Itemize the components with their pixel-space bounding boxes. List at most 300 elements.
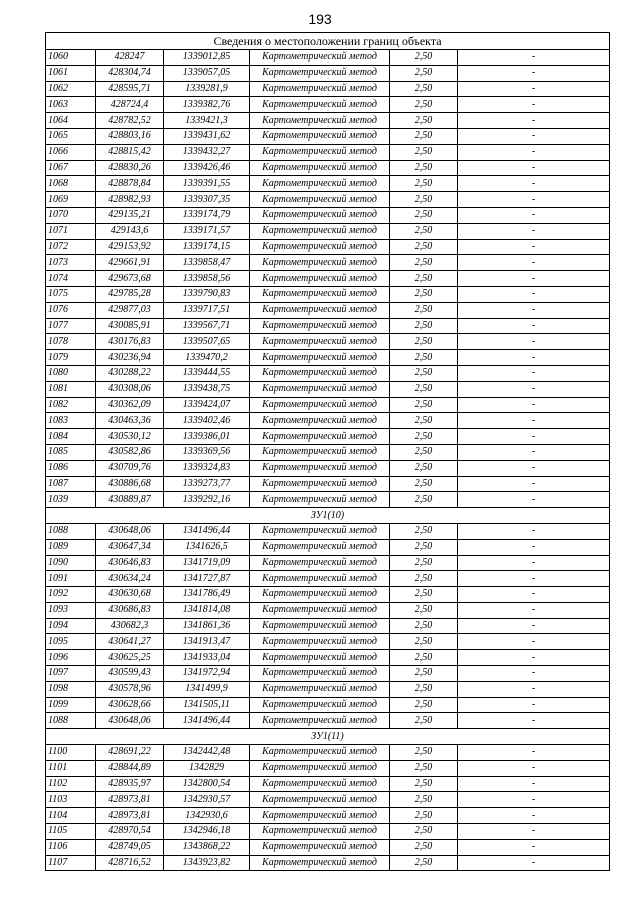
x-coordinate-cell: 428982,93 <box>96 192 164 208</box>
y-coordinate-cell: 1341972,94 <box>164 666 250 682</box>
y-coordinate-cell: 1339012,85 <box>164 50 250 66</box>
accuracy-cell: 2,50 <box>390 239 458 255</box>
x-coordinate-cell: 430646,83 <box>96 555 164 571</box>
y-coordinate-cell: 1341786,49 <box>164 587 250 603</box>
table-row <box>46 713 610 729</box>
x-coordinate-cell: 428878,84 <box>96 176 164 192</box>
x-coordinate-cell: 430308,06 <box>96 381 164 397</box>
point-number-cell: 1088 <box>46 523 96 539</box>
table-row <box>46 207 610 223</box>
method-cell: Картометрический метод <box>250 555 390 571</box>
accuracy-cell: 2,50 <box>390 176 458 192</box>
accuracy-cell: 2,50 <box>390 681 458 697</box>
method-cell: Картометрический метод <box>250 824 390 840</box>
accuracy-cell: 2,50 <box>390 334 458 350</box>
x-coordinate-cell: 430085,91 <box>96 318 164 334</box>
note-cell: - <box>458 50 610 66</box>
x-coordinate-cell: 428247 <box>96 50 164 66</box>
point-number-cell: 1082 <box>46 397 96 413</box>
point-number-cell: 1070 <box>46 207 96 223</box>
y-coordinate-cell: 1341505,11 <box>164 697 250 713</box>
table-row <box>46 602 610 618</box>
accuracy-cell: 2,50 <box>390 634 458 650</box>
table-row <box>46 776 610 792</box>
note-cell: - <box>458 81 610 97</box>
x-coordinate-cell: 428970,54 <box>96 824 164 840</box>
point-number-cell: 1088 <box>46 713 96 729</box>
note-cell: - <box>458 555 610 571</box>
x-coordinate-cell: 428973,81 <box>96 792 164 808</box>
table-row <box>46 555 610 571</box>
method-cell: Картометрический метод <box>250 602 390 618</box>
method-cell: Картометрический метод <box>250 618 390 634</box>
x-coordinate-cell: 429153,92 <box>96 239 164 255</box>
note-cell: - <box>458 65 610 81</box>
accuracy-cell: 2,50 <box>390 476 458 492</box>
accuracy-cell: 2,50 <box>390 444 458 460</box>
note-cell: - <box>458 302 610 318</box>
y-coordinate-cell: 1339444,55 <box>164 365 250 381</box>
accuracy-cell: 2,50 <box>390 713 458 729</box>
accuracy-cell: 2,50 <box>390 602 458 618</box>
group-header-row <box>46 729 610 745</box>
accuracy-cell: 2,50 <box>390 839 458 855</box>
x-coordinate-cell: 428830,26 <box>96 160 164 176</box>
x-coordinate-cell: 428691,22 <box>96 745 164 761</box>
point-number-cell: 1039 <box>46 492 96 508</box>
table-title-row <box>46 33 610 50</box>
note-cell: - <box>458 176 610 192</box>
accuracy-cell: 2,50 <box>390 492 458 508</box>
y-coordinate-cell: 1341719,09 <box>164 555 250 571</box>
accuracy-cell: 2,50 <box>390 824 458 840</box>
note-cell: - <box>458 334 610 350</box>
accuracy-cell: 2,50 <box>390 271 458 287</box>
x-coordinate-cell: 428973,81 <box>96 808 164 824</box>
x-coordinate-cell: 430362,09 <box>96 397 164 413</box>
accuracy-cell: 2,50 <box>390 255 458 271</box>
x-coordinate-cell: 430288,22 <box>96 365 164 381</box>
accuracy-cell: 2,50 <box>390 113 458 129</box>
y-coordinate-cell: 1342930,6 <box>164 808 250 824</box>
table-row <box>46 302 610 318</box>
method-cell: Картометрический метод <box>250 350 390 366</box>
note-cell: - <box>458 539 610 555</box>
note-cell: - <box>458 476 610 492</box>
x-coordinate-cell: 430682,3 <box>96 618 164 634</box>
y-coordinate-cell: 1339470,2 <box>164 350 250 366</box>
method-cell: Картометрический метод <box>250 539 390 555</box>
x-coordinate-cell: 430886,68 <box>96 476 164 492</box>
table-row <box>46 523 610 539</box>
method-cell: Картометрический метод <box>250 334 390 350</box>
table-row <box>46 634 610 650</box>
table-row <box>46 824 610 840</box>
method-cell: Картометрический метод <box>250 634 390 650</box>
table-row <box>46 97 610 113</box>
point-number-cell: 1062 <box>46 81 96 97</box>
method-cell: Картометрический метод <box>250 713 390 729</box>
accuracy-cell: 2,50 <box>390 207 458 223</box>
table-row <box>46 460 610 476</box>
table-row <box>46 81 610 97</box>
table-title: Сведения о местоположении границ объекта <box>46 33 610 50</box>
x-coordinate-cell: 429877,03 <box>96 302 164 318</box>
note-cell: - <box>458 492 610 508</box>
point-number-cell: 1065 <box>46 128 96 144</box>
method-cell: Картометрический метод <box>250 429 390 445</box>
accuracy-cell: 2,50 <box>390 365 458 381</box>
method-cell: Картометрический метод <box>250 381 390 397</box>
x-coordinate-cell: 429785,28 <box>96 286 164 302</box>
table-row <box>46 239 610 255</box>
note-cell: - <box>458 855 610 871</box>
method-cell: Картометрический метод <box>250 207 390 223</box>
y-coordinate-cell: 1339507,65 <box>164 334 250 350</box>
method-cell: Картометрический метод <box>250 128 390 144</box>
group-label: ЗУ1(11) <box>46 729 610 745</box>
point-number-cell: 1085 <box>46 444 96 460</box>
point-number-cell: 1069 <box>46 192 96 208</box>
y-coordinate-cell: 1339386,01 <box>164 429 250 445</box>
method-cell: Картометрический метод <box>250 255 390 271</box>
x-coordinate-cell: 430648,06 <box>96 523 164 539</box>
point-number-cell: 1090 <box>46 555 96 571</box>
note-cell: - <box>458 160 610 176</box>
method-cell: Картометрический метод <box>250 523 390 539</box>
note-cell: - <box>458 650 610 666</box>
method-cell: Картометрический метод <box>250 365 390 381</box>
point-number-cell: 1096 <box>46 650 96 666</box>
table-row <box>46 144 610 160</box>
method-cell: Картометрический метод <box>250 160 390 176</box>
x-coordinate-cell: 428815,42 <box>96 144 164 160</box>
note-cell: - <box>458 381 610 397</box>
accuracy-cell: 2,50 <box>390 587 458 603</box>
table-row <box>46 855 610 871</box>
method-cell: Картометрический метод <box>250 286 390 302</box>
x-coordinate-cell: 430625,25 <box>96 650 164 666</box>
table-row <box>46 50 610 66</box>
method-cell: Картометрический метод <box>250 492 390 508</box>
x-coordinate-cell: 428782,52 <box>96 113 164 129</box>
table-row <box>46 587 610 603</box>
note-cell: - <box>458 523 610 539</box>
point-number-cell: 1060 <box>46 50 96 66</box>
method-cell: Картометрический метод <box>250 587 390 603</box>
note-cell: - <box>458 587 610 603</box>
x-coordinate-cell: 428724,4 <box>96 97 164 113</box>
table-row <box>46 666 610 682</box>
accuracy-cell: 2,50 <box>390 555 458 571</box>
accuracy-cell: 2,50 <box>390 697 458 713</box>
accuracy-cell: 2,50 <box>390 460 458 476</box>
note-cell: - <box>458 255 610 271</box>
x-coordinate-cell: 430647,34 <box>96 539 164 555</box>
table-row <box>46 650 610 666</box>
x-coordinate-cell: 430648,06 <box>96 713 164 729</box>
accuracy-cell: 2,50 <box>390 745 458 761</box>
y-coordinate-cell: 1339858,56 <box>164 271 250 287</box>
method-cell: Картометрический метод <box>250 65 390 81</box>
accuracy-cell: 2,50 <box>390 286 458 302</box>
accuracy-cell: 2,50 <box>390 381 458 397</box>
x-coordinate-cell: 429135,21 <box>96 207 164 223</box>
y-coordinate-cell: 1339369,56 <box>164 444 250 460</box>
y-coordinate-cell: 1339431,62 <box>164 128 250 144</box>
x-coordinate-cell: 430578,96 <box>96 681 164 697</box>
y-coordinate-cell: 1339790,83 <box>164 286 250 302</box>
table-row <box>46 113 610 129</box>
note-cell: - <box>458 444 610 460</box>
y-coordinate-cell: 1342442,48 <box>164 745 250 761</box>
table-row <box>46 176 610 192</box>
point-number-cell: 1104 <box>46 808 96 824</box>
accuracy-cell: 2,50 <box>390 128 458 144</box>
point-number-cell: 1103 <box>46 792 96 808</box>
y-coordinate-cell: 1339402,46 <box>164 413 250 429</box>
x-coordinate-cell: 430709,76 <box>96 460 164 476</box>
table-row <box>46 192 610 208</box>
method-cell: Картометрический метод <box>250 760 390 776</box>
x-coordinate-cell: 430630,68 <box>96 587 164 603</box>
point-number-cell: 1094 <box>46 618 96 634</box>
accuracy-cell: 2,50 <box>390 808 458 824</box>
method-cell: Картометрический метод <box>250 460 390 476</box>
method-cell: Картометрический метод <box>250 176 390 192</box>
x-coordinate-cell: 430463,36 <box>96 413 164 429</box>
point-number-cell: 1095 <box>46 634 96 650</box>
y-coordinate-cell: 1339174,15 <box>164 239 250 255</box>
y-coordinate-cell: 1339057,05 <box>164 65 250 81</box>
accuracy-cell: 2,50 <box>390 792 458 808</box>
y-coordinate-cell: 1339324,83 <box>164 460 250 476</box>
note-cell: - <box>458 602 610 618</box>
accuracy-cell: 2,50 <box>390 397 458 413</box>
note-cell: - <box>458 97 610 113</box>
point-number-cell: 1099 <box>46 697 96 713</box>
table-row <box>46 444 610 460</box>
method-cell: Картометрический метод <box>250 413 390 429</box>
point-number-cell: 1073 <box>46 255 96 271</box>
y-coordinate-cell: 1339858,47 <box>164 255 250 271</box>
accuracy-cell: 2,50 <box>390 413 458 429</box>
y-coordinate-cell: 1341861,36 <box>164 618 250 634</box>
point-number-cell: 1097 <box>46 666 96 682</box>
accuracy-cell: 2,50 <box>390 81 458 97</box>
x-coordinate-cell: 430530,12 <box>96 429 164 445</box>
point-number-cell: 1077 <box>46 318 96 334</box>
x-coordinate-cell: 428304,74 <box>96 65 164 81</box>
note-cell: - <box>458 792 610 808</box>
point-number-cell: 1061 <box>46 65 96 81</box>
method-cell: Картометрический метод <box>250 681 390 697</box>
accuracy-cell: 2,50 <box>390 776 458 792</box>
point-number-cell: 1086 <box>46 460 96 476</box>
accuracy-cell: 2,50 <box>390 666 458 682</box>
y-coordinate-cell: 1339424,07 <box>164 397 250 413</box>
y-coordinate-cell: 1343868,22 <box>164 839 250 855</box>
y-coordinate-cell: 1339717,51 <box>164 302 250 318</box>
y-coordinate-cell: 1342829 <box>164 760 250 776</box>
method-cell: Картометрический метод <box>250 444 390 460</box>
note-cell: - <box>458 460 610 476</box>
point-number-cell: 1089 <box>46 539 96 555</box>
group-label: ЗУ1(10) <box>46 508 610 524</box>
y-coordinate-cell: 1341626,5 <box>164 539 250 555</box>
y-coordinate-cell: 1343923,82 <box>164 855 250 871</box>
method-cell: Картометрический метод <box>250 808 390 824</box>
point-number-cell: 1066 <box>46 144 96 160</box>
method-cell: Картометрический метод <box>250 271 390 287</box>
y-coordinate-cell: 1342946,18 <box>164 824 250 840</box>
y-coordinate-cell: 1342930,57 <box>164 792 250 808</box>
accuracy-cell: 2,50 <box>390 350 458 366</box>
point-number-cell: 1092 <box>46 587 96 603</box>
x-coordinate-cell: 429143,6 <box>96 223 164 239</box>
table-row <box>46 223 610 239</box>
y-coordinate-cell: 1339567,71 <box>164 318 250 334</box>
group-header-row <box>46 508 610 524</box>
accuracy-cell: 2,50 <box>390 760 458 776</box>
x-coordinate-cell: 429673,68 <box>96 271 164 287</box>
table-row <box>46 681 610 697</box>
note-cell: - <box>458 713 610 729</box>
x-coordinate-cell: 428844,89 <box>96 760 164 776</box>
table-row <box>46 128 610 144</box>
accuracy-cell: 2,50 <box>390 523 458 539</box>
point-number-cell: 1087 <box>46 476 96 492</box>
note-cell: - <box>458 760 610 776</box>
note-cell: - <box>458 397 610 413</box>
y-coordinate-cell: 1342800,54 <box>164 776 250 792</box>
table-row <box>46 697 610 713</box>
note-cell: - <box>458 223 610 239</box>
y-coordinate-cell: 1341496,44 <box>164 713 250 729</box>
table-row <box>46 618 610 634</box>
point-number-cell: 1105 <box>46 824 96 840</box>
accuracy-cell: 2,50 <box>390 571 458 587</box>
table-row <box>46 318 610 334</box>
table-row <box>46 271 610 287</box>
table-row <box>46 539 610 555</box>
table-row <box>46 792 610 808</box>
x-coordinate-cell: 430176,83 <box>96 334 164 350</box>
x-coordinate-cell: 430634,24 <box>96 571 164 587</box>
method-cell: Картометрический метод <box>250 97 390 113</box>
method-cell: Картометрический метод <box>250 223 390 239</box>
y-coordinate-cell: 1339432,27 <box>164 144 250 160</box>
accuracy-cell: 2,50 <box>390 855 458 871</box>
method-cell: Картометрический метод <box>250 650 390 666</box>
point-number-cell: 1071 <box>46 223 96 239</box>
page-number: 193 <box>308 11 332 27</box>
x-coordinate-cell: 430599,43 <box>96 666 164 682</box>
y-coordinate-cell: 1341913,47 <box>164 634 250 650</box>
method-cell: Картометрический метод <box>250 776 390 792</box>
point-number-cell: 1072 <box>46 239 96 255</box>
y-coordinate-cell: 1339171,57 <box>164 223 250 239</box>
y-coordinate-cell: 1339391,55 <box>164 176 250 192</box>
note-cell: - <box>458 776 610 792</box>
method-cell: Картометрический метод <box>250 302 390 318</box>
x-coordinate-cell: 430236,94 <box>96 350 164 366</box>
x-coordinate-cell: 430686,83 <box>96 602 164 618</box>
method-cell: Картометрический метод <box>250 476 390 492</box>
accuracy-cell: 2,50 <box>390 97 458 113</box>
y-coordinate-cell: 1339292,16 <box>164 492 250 508</box>
method-cell: Картометрический метод <box>250 318 390 334</box>
method-cell: Картометрический метод <box>250 50 390 66</box>
y-coordinate-cell: 1341814,08 <box>164 602 250 618</box>
note-cell: - <box>458 697 610 713</box>
x-coordinate-cell: 430582,86 <box>96 444 164 460</box>
accuracy-cell: 2,50 <box>390 618 458 634</box>
note-cell: - <box>458 239 610 255</box>
y-coordinate-cell: 1341727,87 <box>164 571 250 587</box>
table-row <box>46 160 610 176</box>
point-number-cell: 1098 <box>46 681 96 697</box>
table-row <box>46 429 610 445</box>
point-number-cell: 1068 <box>46 176 96 192</box>
note-cell: - <box>458 618 610 634</box>
table-row <box>46 381 610 397</box>
y-coordinate-cell: 1339174,79 <box>164 207 250 223</box>
x-coordinate-cell: 429661,91 <box>96 255 164 271</box>
table-row <box>46 334 610 350</box>
accuracy-cell: 2,50 <box>390 650 458 666</box>
point-number-cell: 1080 <box>46 365 96 381</box>
point-number-cell: 1067 <box>46 160 96 176</box>
note-cell: - <box>458 413 610 429</box>
note-cell: - <box>458 365 610 381</box>
note-cell: - <box>458 207 610 223</box>
point-number-cell: 1074 <box>46 271 96 287</box>
point-number-cell: 1091 <box>46 571 96 587</box>
point-number-cell: 1083 <box>46 413 96 429</box>
table-row <box>46 476 610 492</box>
note-cell: - <box>458 271 610 287</box>
accuracy-cell: 2,50 <box>390 302 458 318</box>
table-row <box>46 808 610 824</box>
method-cell: Картометрический метод <box>250 697 390 713</box>
method-cell: Картометрический метод <box>250 239 390 255</box>
point-number-cell: 1106 <box>46 839 96 855</box>
boundary-coordinates-table <box>45 32 610 871</box>
point-number-cell: 1084 <box>46 429 96 445</box>
method-cell: Картометрический метод <box>250 113 390 129</box>
point-number-cell: 1093 <box>46 602 96 618</box>
note-cell: - <box>458 192 610 208</box>
method-cell: Картометрический метод <box>250 397 390 413</box>
point-number-cell: 1078 <box>46 334 96 350</box>
note-cell: - <box>458 128 610 144</box>
point-number-cell: 1102 <box>46 776 96 792</box>
table-row <box>46 571 610 587</box>
table-row <box>46 492 610 508</box>
y-coordinate-cell: 1341496,44 <box>164 523 250 539</box>
accuracy-cell: 2,50 <box>390 318 458 334</box>
table-row <box>46 286 610 302</box>
method-cell: Картометрический метод <box>250 839 390 855</box>
table-row <box>46 365 610 381</box>
y-coordinate-cell: 1339273,77 <box>164 476 250 492</box>
point-number-cell: 1063 <box>46 97 96 113</box>
y-coordinate-cell: 1341499,9 <box>164 681 250 697</box>
note-cell: - <box>458 429 610 445</box>
accuracy-cell: 2,50 <box>390 223 458 239</box>
accuracy-cell: 2,50 <box>390 144 458 160</box>
